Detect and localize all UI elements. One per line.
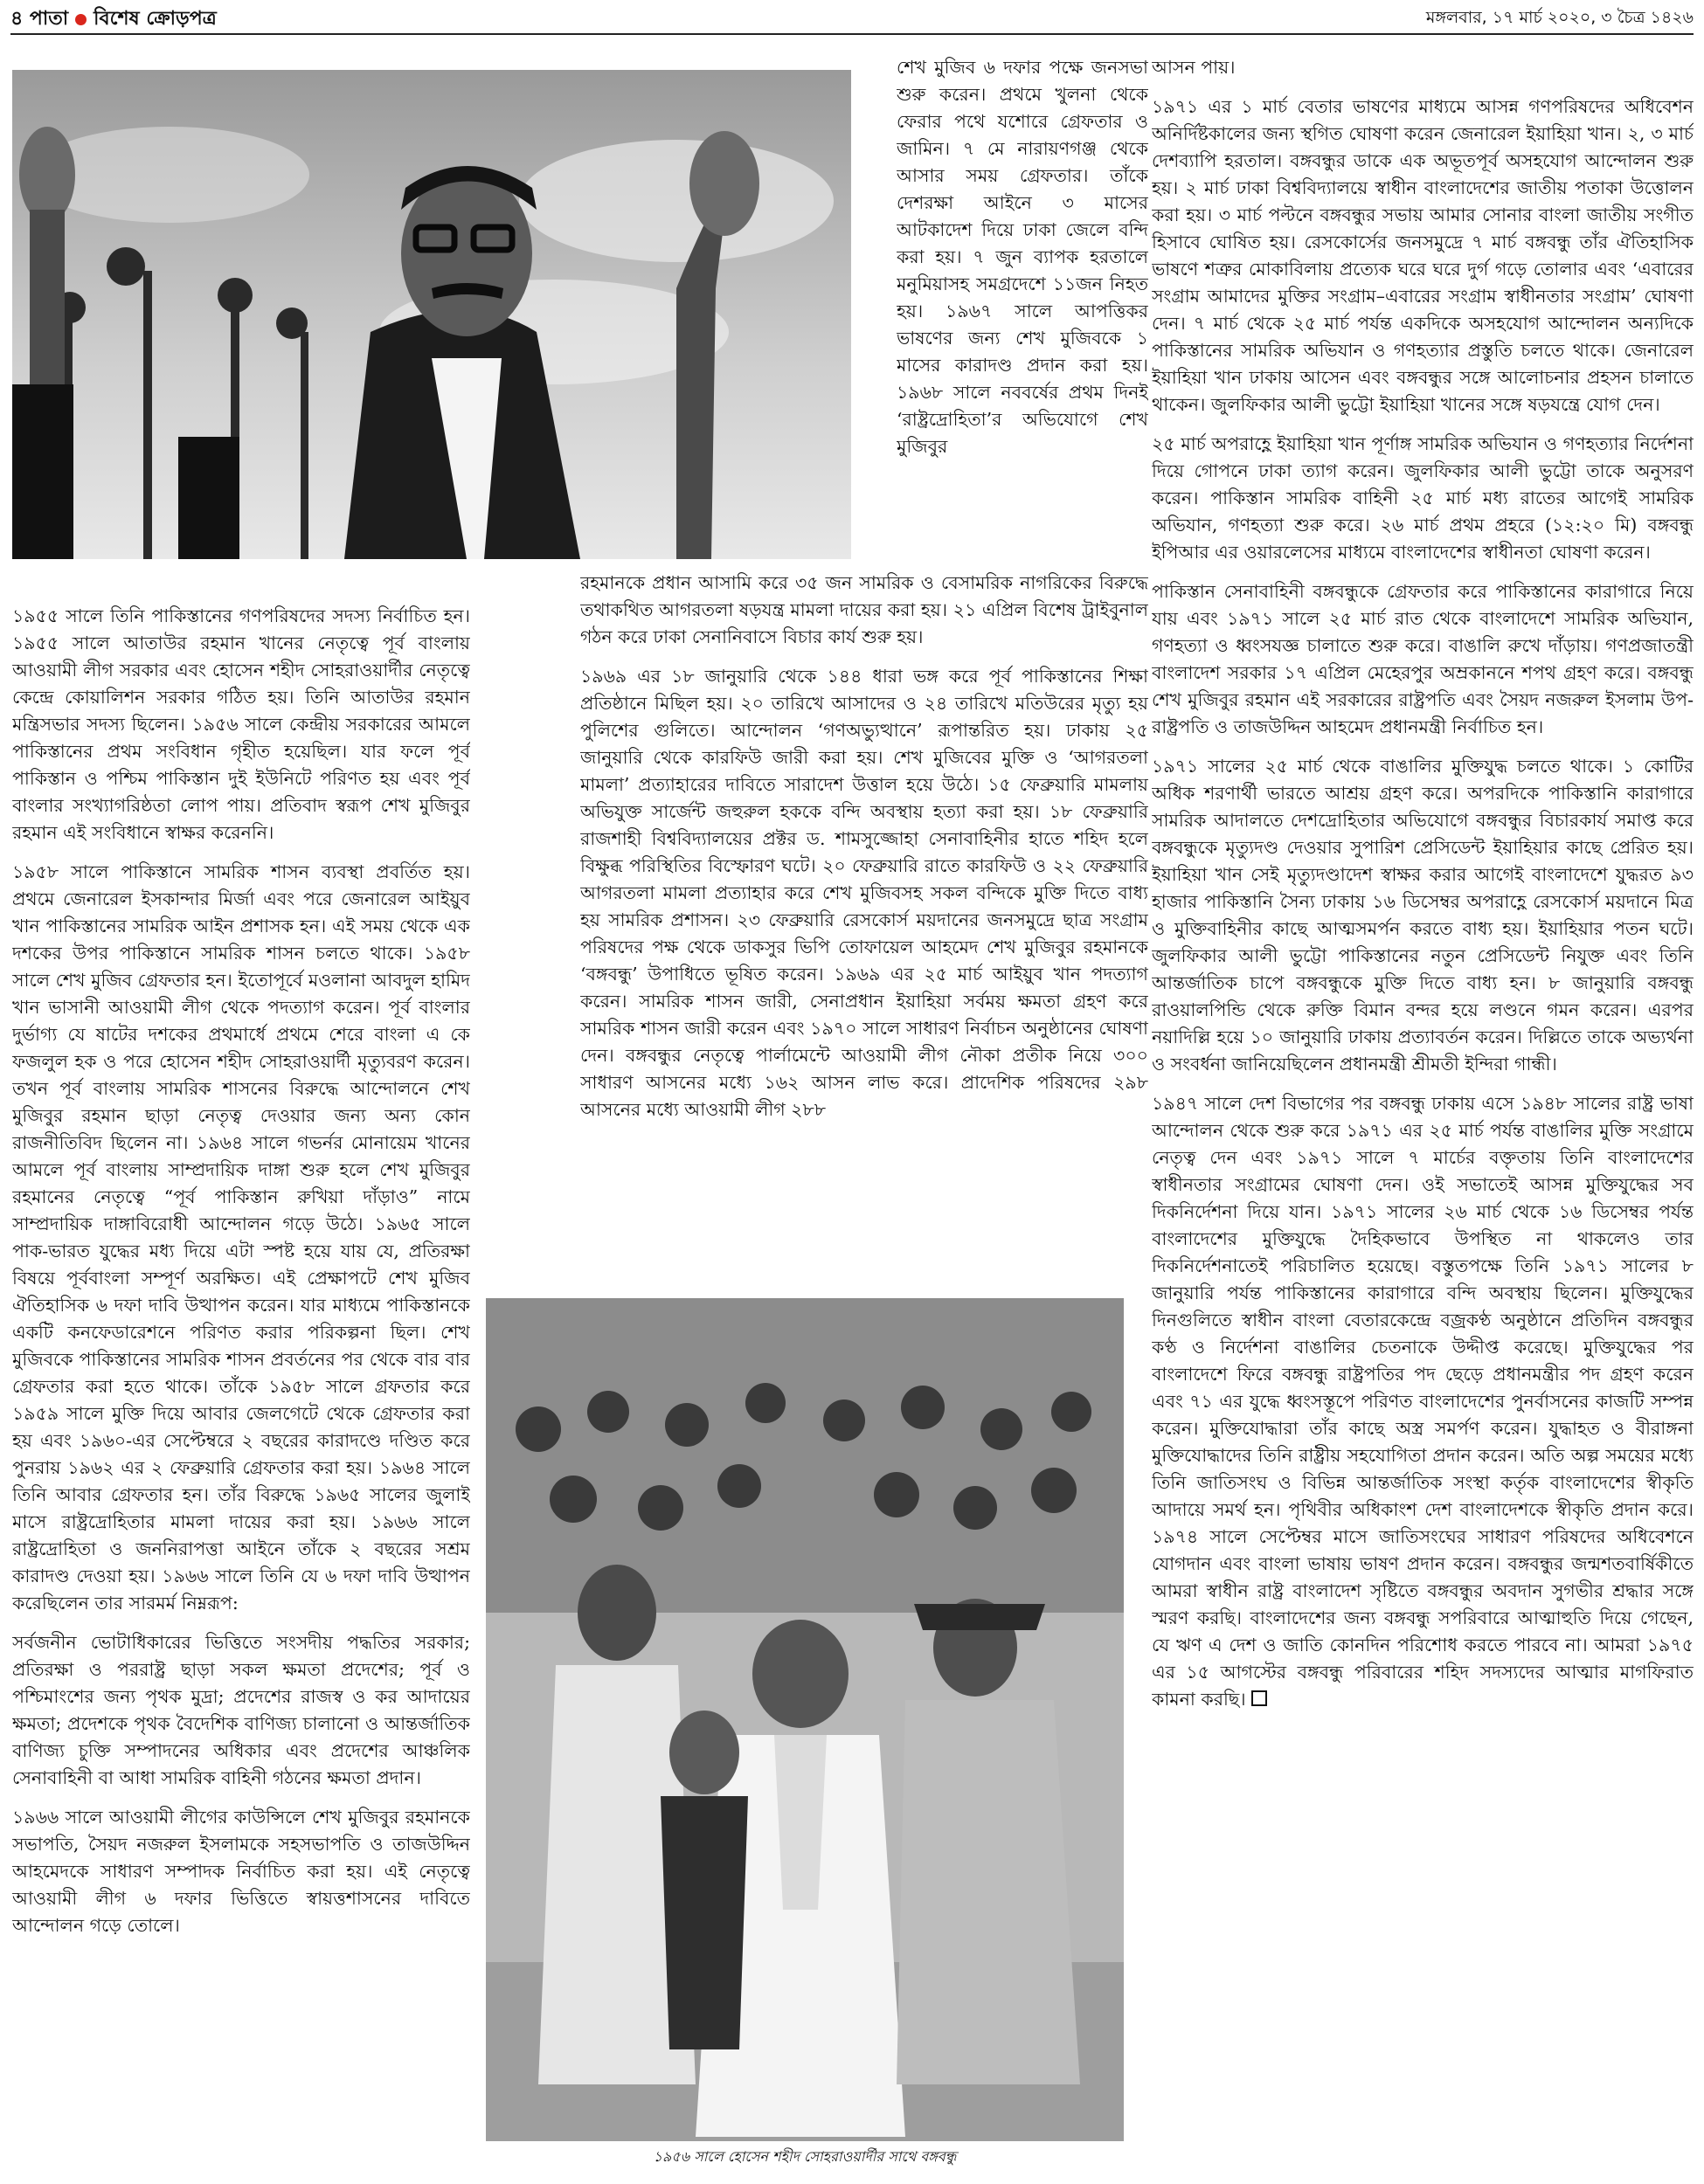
issue-date: মঙ্গলবার, ১৭ মার্চ ২০২০, ৩ চৈত্র ১৪২৬: [1425, 8, 1694, 27]
page-header: [0, 0, 1704, 33]
article-paragraph: রহমানকে প্রধান আসামি করে ৩৫ জন সামরিক ও বেসামরিক নাগরিকের বিরুদ্ধে তথাকথিত আগরতলা ষড়যন্ত্র মামলা দায়ের করা হয়। ২১ এপ্রিল বিশেষ ট্রাইবুনাল গঠন করে ঢাকা সেনানিবাসে বিচার কার্য শুরু হয়।: [580, 572, 1148, 647]
article-paragraph: ১৯৬৯ এর ১৮ জানুয়ারি থেকে ১৪৪ ধারা ভঙ্গ করে পূর্ব পাকিস্তানের শিক্ষা প্রতিষ্ঠানে মিছিল হয়। ২০ তারিখে আসাদের ও ২৪ তারিখে মতিউরের মৃত্যু হয় পুলিশের গুলিতে। আন্দোলন ‘গণঅভ্যুত্থানে’ রূপান্তরিত হয়। ঢাকায় ২৫ জানুয়ারি থেকে কারফিউ জারী করা হয়। শেখ মুজিবের মুক্তি ও ‘আগরতলা মামলা’ প্রত্যাহারের দাবিতে সারাদেশ উত্তাল হয়ে উঠে। ১৫ ফেব্রুয়ারি মামলায় অভিযুক্ত সার্জেন্ট জহুরুল হককে বন্দি অবস্থায় হত্যা করা হয়। ১৮ ফেব্রুয়ারি রাজশাহী বিশ্ববিদ্যালয়ের প্রক্টর ড. শামসুজ্জোহা সেনাবাহিনীর হাতে শহিদ হলে বিক্ষুব্ধ পরিস্থিতির বিস্ফোরণ ঘটে। ২০ ফেব্রুয়ারি রাতে কারফিউ ও ২২ ফেব্রুয়ারি আগরতলা মামলা প্রত্যাহার করে শেখ মুজিবসহ সকল বন্দিকে মুক্তি দিতে বাধ্য হয় সামরিক প্রশাসন। ২৩ ফেব্রুয়ারি রেসকোর্স ময়দানের জনসমুদ্রে ছাত্র সংগ্রাম পরিষদের পক্ষ থেকে ডাকসুর ভিপি তোফায়েল আহমেদ শেখ মুজিবুর রহমানকে ‘বঙ্গবন্ধু’ উপাধিতে ভূষিত করেন। ১৯৬৯ এর ২৫ মার্চ আইয়ুব খান পদত্যাগ করেন। সামরিক শাসন জারী, সেনাপ্রধান ইয়াহিয়া সর্বময় ক্ষমতা গ্রহণ করে সামরিক শাসন জারী করেন এবং ১৯৭০ সালে সাধারণ নির্বাচন অনুষ্ঠানের ঘোষণা দেন। বঙ্গবন্ধুর নেতৃত্বে পার্লামেন্টে আওয়ামী লীগ নৌকা প্রতীক নিয়ে ৩০০ সাধারণ আসনের মধ্যে ১৬২ আসন লাভ করে। প্রাদেশিক পরিষদের ২৯৮ আসনের মধ্যে আওয়ামী লীগ ২৮৮: [580, 666, 1148, 1120]
article-paragraph: ১৯৫৮ সালে পাকিস্তানে সামরিক শাসন ব্যবস্থা প্রবর্তিত হয়। প্রথমে জেনারেল ইসকান্দার মির্জা এবং পরে জেনারেল আইয়ুব খান পাকিস্তানের সামরিক আইন প্রশাসক হন। এই সময় থেকে এক দশকের উপর পাকিস্তানে সামরিক শাসন চলতে থাকে। ১৯৫৮ সালে শেখ মুজিব গ্রেফতার হন। ইতোপূর্বে মওলানা আবদুল হামিদ খান ভাসানী আওয়ামী লীগ থেকে পদত্যাগ করেন। পূর্ব বাংলার দুর্ভাগ্য যে ষাটের দশকের প্রথমার্ধে প্রথমে শেরে বাংলা এ কে ফজলুল হক ও পরে হোসেন শহীদ সোহরাওয়ার্দী মৃত্যুবরণ করেন। তখন পূর্ব বাংলায় সামরিক শাসনের বিরুদ্ধে আন্দোলনে শেখ মুজিবুর রহমান ছাড়া নেতৃত্ব দেওয়ার জন্য অন্য কোন রাজনীতিবিদ ছিলেন না। ১৯৬৪ সালে গভর্নর মোনায়েম খানের আমলে পূর্ব বাংলায় সাম্প্রদায়িক দাঙ্গা শুরু হলে শেখ মুজিবুর রহমানের নেতৃত্বে “পূর্ব পাকিস্তান রুখিয়া দাঁড়াও” নামে সাম্প্রদায়িক দাঙ্গাবিরোধী আন্দোলন গড়ে উঠে। ১৯৬৫ সালে পাক-ভারত যুদ্ধের মধ্য দিয়ে এটা স্পষ্ট হয়ে যায় যে, প্রতিরক্ষা বিষয়ে পূর্ববাংলা সম্পূর্ণ অরক্ষিত। এই প্রেক্ষাপটে শেখ মুজিব ঐতিহাসিক ৬ দফা দাবি উত্থাপন করেন। যার মাধ্যমে পাকিস্তানকে একটি কনফেডারেশনে পরিণত করার পরিকল্পনা ছিল। শেখ মুজিবকে পাকিস্তানের সামরিক শাসন প্রবর্তনের পর থেকে বার বার গ্রেফতার করা হতে থাকে। তাঁকে ১৯৫৮ সালে গ্রফতার করে ১৯৫৯ সালে মুক্তি দিয়ে আবার জেলগেটে থেকে গ্রেফতার করা হয় এবং ১৯৬০-এর সেপ্টেম্বরে ২ বছরের কারাদণ্ডে দণ্ডিত করে পুনরায় ১৯৬২ এর ২ ফেব্রুয়ারি গ্রেফতার করা হয়। ১৯৬৪ সালে তিনি আবার গ্রেফতার হন। তাঁর বিরুদ্ধে ১৯৬৫ সালের জুলাই মাসে রাষ্ট্রদ্রোহিতার মামলা দায়ের করা হয়। ১৯৬৬ সালে রাষ্ট্রদ্রোহিতা ও জননিরাপত্তা আইনে তাঁকে ২ বছরের সশ্রম কারাদণ্ড দেওয়া হয়। ১৯৬৬ সালে তিনি যে ৬ দফা দাবি উত্থাপন করেছিলেন তার সারমর্ম নিম্নরূপ:: [12, 861, 470, 1614]
article-column-left: [12, 603, 470, 2149]
header-rule: [10, 33, 1694, 35]
article-paragraph: সর্বজনীন ভোটাধিকারের ভিত্তিতে সংসদীয় পদ্ধতির সরকার; প্রতিরক্ষা ও পররাষ্ট্র ছাড়া সকল ক্ষমতা প্রদেশের; পূর্ব ও পশ্চিমাংশের জন্য পৃথক মুদ্রা; প্রদেশের রাজস্ব ও কর আদায়ের ক্ষমতা; প্রদেশকে পৃথক বৈদেশিক বাণিজ্য চালানো ও আন্তর্জাতিক বাণিজ্য চুক্তি সম্পাদনের অধিকার এবং প্রদেশের আঞ্চলিক সেনাবাহিনী বা আধা সামরিক বাহিনী গঠনের ক্ষমতা প্রদান।: [12, 1632, 470, 1788]
article-paragraph: [1152, 1090, 1694, 1713]
article-column-right: [1152, 54, 1694, 2164]
article-column-mid: [580, 570, 1148, 1253]
article-last-text: ১৯৪৭ সালে দেশ বিভাগের পর বঙ্গবন্ধু ঢাকায় এসে ১৯৪৮ সালের রাষ্ট্র ভাষা আন্দোলন থেকে শুরু করে ১৯৭১ এর ২৫ মার্চ পর্যন্ত বাঙালির মুক্তি সংগ্রামে নেতৃত্ব দেন এবং ১৯৭১ সালে ৭ মার্চের বক্তৃতায় তিনি বাংলাদেশের স্বাধীনতার সংগ্রামের ঘোষণা দেন। ওই সভাতেই আসন্ন মুক্তিযুদ্ধের সব দিকনির্দেশনা দিয়ে যান। ১৯৭১ সালের ২৬ মার্চ থেকে ১৬ ডিসেম্বর পর্যন্ত বাংলাদেশের মুক্তিযুদ্ধে দৈহিকভাবে উপস্থিত না থাকলেও তার দিকনির্দেশনাতেই পরিচালিত হয়েছে। বস্তুতপক্ষে তিনি ১৯৭১ সালের ৮ জানুয়ারি পর্যন্ত পাকিস্তানের কারাগারে বন্দি অবস্থায় ছিলেন। মুক্তিযুদ্ধের দিনগুলিতে স্বাধীন বাংলা বেতারকেন্দ্রে বজ্রকণ্ঠ অনুষ্ঠানে প্রতিদিন বঙ্গবন্ধুর কণ্ঠ ও নির্দেশনা বাঙালির চেতনাকে উদ্দীপ্ত করেছে। মুক্তিযুদ্ধের পর বাংলাদেশে ফিরে বঙ্গবন্ধু রাষ্ট্রপতির পদ ছেড়ে প্রধানমন্ত্রীর পদ গ্রহণ করেন এবং ৭১ এর যুদ্ধে ধ্বংসস্তূপে পরিণত বাংলাদেশের পুনর্বাসনের কাজটি সম্পন্ন করেন। মুক্তিযোদ্ধারা তাঁর কাছে অস্ত্র সমর্পণ করেন। যুদ্ধাহত ও বীরাঙ্গনা মুক্তিযোদ্ধাদের তিনি রাষ্ট্রীয় সহযোগিতা প্রদান করেন। অতি অল্প সময়ের মধ্যে তিনি জাতিসংঘ ও বিভিন্ন আন্তর্জাতিক সংস্থা কর্তৃক বাংলাদেশের স্বীকৃতি আদায়ে সমর্থ হন। পৃথিবীর অধিকাংশ দেশ বাংলাদেশকে স্বীকৃতি প্রদান করে। ১৯৭৪ সালে সেপ্টেম্বর মাসে জাতিসংঘের সাধারণ পরিষদের অধিবেশনে যোগদান এবং বাংলা ভাষায় ভাষণ প্রদান করেন। বঙ্গবন্ধুর জন্মশতবার্ষিকীতে আমরা স্বাধীন রাষ্ট্র বাংলাদেশ সৃষ্টিতে বঙ্গবন্ধুর অবদান সুগভীর শ্রদ্ধার সঙ্গে স্মরণ করছি। বাংলাদেশের জন্য বঙ্গবন্ধু সপরিবারে আত্মাহুতি দিয়ে গেছেন, যে ঋণ এ দেশ ও জাতি কোনদিন পরিশোধ করতে পারবে না। আমরা ১৯৭৫ এর ১৫ আগস্টের বঙ্গবন্ধু পরিবারের শহিদ সদস্যদের আত্মার মাগফিরাত কামনা করছি।: [1152, 1093, 1694, 1710]
header-left: [10, 3, 217, 36]
article-paragraph: শেখ মুজিব ৬ দফার পক্ষে জনসভা শুরু করেন। প্রথমে খুলনা থেকে ফেরার পথে যশোরে গ্রেফতার ও জামিন। ৭ মে নারায়ণগঞ্জ থেকে আসার সময় গ্রেফতার। তাঁকে দেশরক্ষা আইনে ৩ মাসের আটকাদেশ দিয়ে ঢাকা জেলে বন্দি করা হয়। ৭ জুন ব্যাপক হরতালে মনুমিয়াসহ সমগ্রদেশে ১১জন নিহত হয়। ১৯৬৭ সালে আপত্তিকর ভাষণের জন্য শেখ মুজিবকে ১ মাসের কারাদণ্ড প্রদান করা হয়। ১৯৬৮ সালে নববর্ষের প্রথম দিনই ‘রাষ্ট্রদ্রোহিতা’র অভিযোগে শেখ মুজিবুর: [897, 57, 1148, 457]
article-paragraph: পাকিস্তান সেনাবাহিনী বঙ্গবন্ধুকে গ্রেফতার করে পাকিস্তানের কারাগারে নিয়ে যায় এবং ১৯৭১ সালে ২৫ মার্চ রাত থেকে বাংলাদেশে সামরিক অভিযান, গণহত্যা ও ধ্বংসযজ্ঞ চালাতে শুরু করে। বাঙালি রুখে দাঁড়ায়। গণপ্রজাতন্ত্রী বাংলাদেশ সরকার ১৭ এপ্রিল মেহেরপুর অম্রকাননে শপথ গ্রহণ করে। বঙ্গবন্ধু শেখ মুজিবুর রহমান এই সরকারের রাষ্ট্রপতি এবং সৈয়দ নজরুল ইসলাম উপ-রাষ্ট্রপতি ও তাজউদ্দিন আহমেদ প্রধানমন্ত্রী নির্বাচিত হন।: [1152, 581, 1694, 737]
article-paragraph: আসন পায়।: [1152, 57, 1236, 78]
article-paragraph: ২৫ মার্চ অপরাহ্ণে ইয়াহিয়া খান পূর্ণাঙ্গ সামরিক অভিযান ও গণহত্যার নির্দেশনা দিয়ে গোপনে ঢাকা ত্যাগ করেন। জুলফিকার আলী ভুট্টো তাকে অনুসরণ করেন। পাকিস্তান সামরিক বাহিনী ২৫ মার্চ মধ্য রাতের আগেই সামরিক অভিযান, গণহত্যা শুরু করে। ২৬ মার্চ প্রথম প্রহরে (১২:২০ মি) বঙ্গবন্ধু ইপিআর এর ওয়ারলেসের মাধ্যমে বাংলাদেশের স্বাধীনতা ঘোষণা করেন।: [1152, 433, 1694, 563]
bullet-dot-icon: [75, 14, 87, 25]
speech-photo: [12, 70, 851, 559]
article-paragraph: ১৯৫৫ সালে তিনি পাকিস্তানের গণপরিষদের সদস্য নির্বাচিত হন। ১৯৫৫ সালে আতাউর রহমান খানের নেতৃত্বে পূর্ব বাংলায় আওয়ামী লীগ সরকার এবং হোসেন শহীদ সোহরাওয়ার্দীর নেতৃত্বে কেন্দ্রে কোয়ালিশন সরকার গঠিত হয়। তিনি আতাউর রহমান মন্ত্রিসভার সদস্য ছিলেন। ১৯৫৬ সালে কেন্দ্রীয় সরকারের আমলে পাকিস্তানের প্রথম সংবিধান গৃহীত হয়েছিল। যার ফলে পূর্ব পাকিস্তান ও পশ্চিম পাকিস্তান দুই ইউনিটে পরিণত হয় এবং পূর্ব বাংলার সংখ্যাগরিষ্ঠতা লোপ পায়। প্রতিবাদ স্বরূপ শেখ মুজিবুর রহমান এই সংবিধানে স্বাক্ষর করেননি।: [12, 605, 470, 843]
group-photo: [486, 1298, 1124, 2141]
article-paragraph: ১৯৭১ এর ১ মার্চ বেতার ভাষণের মাধ্যমে আসন্ন গণপরিষদের অধিবেশন অনির্দিষ্টকালের জন্য স্থগিত ঘোষণা করেন জেনারেল ইয়াহিয়া খান। ২, ৩ মার্চ দেশব্যাপি হরতাল। বঙ্গবন্ধুর ডাকে এক অভূতপূর্ব অসহযোগ আন্দোলন শুরু হয়। ২ মার্চ ঢাকা বিশ্ববিদ্যালয়ে স্বাধীন বাংলাদেশের জাতীয় পতাকা উত্তোলন করা হয়। ৩ মার্চ পল্টনে বঙ্গবন্ধুর সভায় আমার সোনার বাংলা জাতীয় সংগীত হিসাবে ঘোষিত হয়। রেসকোর্সের জনসমুদ্রে ৭ মার্চ বঙ্গবন্ধু তাঁর ঐতিহাসিক ভাষণে শত্রুর মোকাবিলায় প্রত্যেক ঘরে ঘরে দুর্গ গড়ে তোলার এবং ‘এবারের সংগ্রাম আমাদের মুক্তির সংগ্রাম–এবারের সংগ্রাম স্বাধীনতার সংগ্রাম’ ঘোষণা দেন। ৭ মার্চ থেকে ২৫ মার্চ পর্যন্ত একদিকে অসহযোগ আন্দোলন অন্যদিকে পাকিস্তানের সামরিক অভিযান ও গণহত্যার প্রস্তুতি চলতে থাকে। জেনারেল ইয়াহিয়া খান ঢাকায় আসেন এবং বঙ্গবন্ধুর সঙ্গে আলোচনার প্রহসন চালাতে থাকেন। জুলফিকার আলী ভুট্টো ইয়াহিয়া খানের সঙ্গে ষড়যন্ত্রে যোগ দেন।: [1152, 96, 1694, 415]
end-mark-icon: [1251, 1690, 1267, 1706]
page-number: ৪ পাতা: [10, 8, 69, 30]
section-title: বিশেষ ক্রোড়পত্র: [94, 8, 217, 30]
article-paragraph: ১৯৭১ সালের ২৫ মার্চ থেকে বাঙালির মুক্তিযুদ্ধ চলতে থাকে। ১ কোটির অধিক শরণার্থী ভারতে আশ্রয় গ্রহণ করে। অপরদিকে পাকিস্তানি কারাগারে সামরিক আদালতে দেশদ্রোহিতার অভিযোগে বঙ্গবন্ধুর বিচারকার্য সমাপ্ত করে বঙ্গবন্ধুকে মৃত্যুদণ্ড দেওয়ার সুপারিশ প্রেসিডেন্ট ইয়াহিয়ার কাছে প্রেরিত হয়। ইয়াহিয়া খান সেই মৃত্যুদণ্ডাদেশ স্বাক্ষর করার আগেই বাংলাদেশে যুদ্ধরত ৯৩ হাজার পাকিস্তানি সৈন্য ঢাকায় ১৬ ডিসেম্বর অপরাহ্ণে রেসকোর্স ময়দানে মিত্র ও মুক্তিবাহিনীর কাছে আত্মসমর্পন করতে বাধ্য হয়। ইয়াহিয়ার পতন ঘটে। জুলফিকার আলী ভুট্টো পাকিস্তানের নতুন প্রেসিডেন্ট নিযুক্ত এবং তিনি আন্তর্জাতিক চাপে বঙ্গবন্ধুকে মুক্তি দিতে বাধ্য হন। ৮ জানুয়ারি বঙ্গবন্ধু রাওয়ালপিন্ডি থেকে রুক্তি বিমান বন্দর হয়ে লণ্ডনে গমন করেন। এরপর নয়াদিল্লি হয়ে ১০ জানুয়ারি ঢাকায় প্রত্যাবর্তন করেন। দিল্লিতে তাকে অভ্যর্থনা ও সংবর্ধনা জানিয়েছিলেন প্রধানমন্ত্রী শ্রীমতী ইন্দিরা গান্ধী।: [1152, 756, 1694, 1075]
photo-caption: ১৯৫৬ সালে হোসেন শহীদ সোহরাওয়ার্দীর সাথে বঙ্গবন্ধু: [653, 2148, 957, 2165]
article-paragraph: ১৯৬৬ সালে আওয়ামী লীগের কাউন্সিলে শেখ মুজিবুর রহমানকে সভাপতি, সৈয়দ নজরুল ইসলামকে সহসভাপতি ও তাজউদ্দিন আহমেদকে সাধারণ সম্পাদক নির্বাচিত করা হয়। এই নেতৃত্বে আওয়ামী লীগ ৬ দফার ভিত্তিতে স্বায়ত্তশাসনের দাবিতে আন্দোলন গড়ে তোলে।: [12, 1807, 470, 1936]
article-column-mid-top: [897, 54, 1148, 543]
